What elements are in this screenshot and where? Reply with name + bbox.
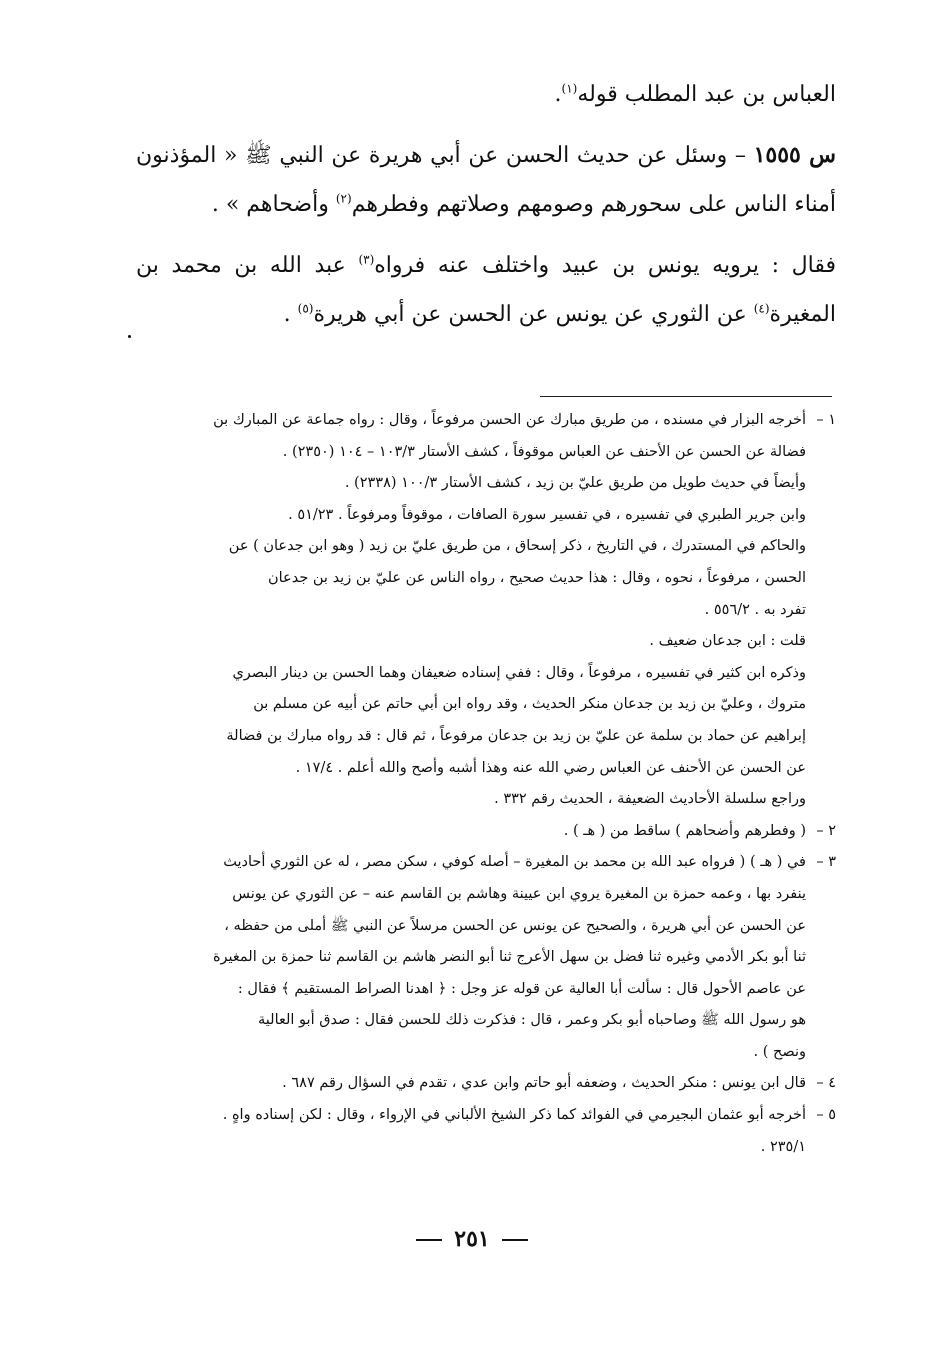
footnote-ref-3: (٣) — [358, 252, 375, 267]
main-text — [136, 70, 836, 339]
footnote-ref-1: (١) — [561, 81, 578, 96]
hadith-text-end: وأضحاهم » . — [211, 192, 329, 217]
footnote-number: ٥ – — [816, 1107, 836, 1124]
footnote-line: أخرجه أبو عثمان البجيرمي في الفوائد كما ذكر الشيخ الألباني في الإرواء ، وقال : لكن إسناده واهٍ . — [222, 1107, 806, 1124]
footnote-line: أخرجه البزار في مسنده ، من طريق مبارك عن الحسن مرفوعاً ، وقال : رواه جماعة عن المبارك بن — [213, 412, 806, 428]
page-number — [0, 1226, 944, 1252]
footnote-line: متروك ، وعليّ بن زيد بن جدعان منكر الحديث ، وقد رواه ابن أبي حاتم عن أبيه عن مسلم بن — [253, 696, 806, 713]
paragraph-question — [136, 131, 836, 229]
paragraph-intro — [136, 70, 836, 119]
answer-text-c: المغيرة — [769, 302, 836, 327]
footnote-line: وابن جرير الطبري في تفسيره ، في تفسير سورة الصافات ، موقوفاً ومرفوعاً . ٥١/٢٣ . — [288, 506, 806, 523]
footnote-5 — [136, 1100, 836, 1163]
footnote-line: ونصح ) . — [753, 1043, 806, 1060]
footnote-3 — [136, 847, 836, 1068]
footnote-number: ٢ – — [816, 822, 836, 839]
footnotes — [136, 405, 836, 1163]
footnote-number: ٣ – — [816, 854, 836, 871]
hadith-text-start: « المؤذنون أمناء الناس على سحورهم وصومهم وصلاتهم وفطرهم — [136, 143, 836, 217]
footnote-line: وأيضاً في حديث طويل من طريق عليّ بن زيد ، كشف الأستار ١٠٠/٣ (٢٣٣٨) . — [344, 475, 806, 492]
footnote-line: قال ابن يونس : منكر الحديث ، وضعفه أبو حاتم وابن عدي ، تقدم في السؤال رقم ٦٨٧ . — [282, 1075, 806, 1092]
footnote-ref-2: (٢) — [335, 191, 352, 206]
footnote-line: وذكره ابن كثير في تفسيره ، مرفوعاً ، وقال : ففي إسناده ضعيفان وهما الحسن بن دينار البصري — [232, 664, 806, 681]
answer-text-d: عن الثوري عن يونس عن الحسن عن أبي هريرة — [313, 302, 747, 327]
intro-text: العباس بن عبد المطلب قوله — [577, 82, 836, 107]
answer-text-b: عبد الله بن محمد بن — [136, 253, 346, 278]
footnote-line: عن الحسن عن الأحنف عن العباس رضي الله عنه وهذا أشبه وأصح والله أعلم . ١٧/٤ . — [295, 759, 806, 776]
footnote-line: والحاكم في المستدرك ، في التاريخ ، ذكر إسحاق ، من طريق عليّ بن زيد ( وهو ابن جدعان ) عن — [228, 538, 806, 555]
footnote-number: ١ – — [816, 412, 836, 428]
footnote-line: إبراهيم عن حماد بن سلمة عن عليّ بن زيد بن جدعان مرفوعاً ، ثم قال : قد رواه مبارك بن فضالة — [226, 727, 806, 744]
footnote-line: وراجع سلسلة الأحاديث الضعيفة ، الحديث رقم ٣٣٢ . — [494, 791, 806, 808]
footnote-4 — [136, 1068, 836, 1100]
intro-end: . — [554, 82, 562, 107]
footnote-ref-5: (٥) — [297, 301, 314, 316]
footnote-ref-4: (٤) — [753, 301, 770, 316]
footnote-number: ٤ – — [816, 1075, 836, 1092]
paragraph-answer — [136, 241, 836, 339]
footnote-2 — [136, 816, 836, 848]
footnote-line: ينفرد بها ، وعمه حمزة بن المغيرة يروي ابن عيينة وهاشم بن القاسم عنه – عن الثوري عن يونس — [232, 885, 806, 902]
footnote-line: في ( هـ ) ( فرواه عبد الله بن محمد بن المغيرة – أصله كوفي ، سكن مصر ، له عن الثوري أحاديث — [223, 854, 806, 871]
question-text: – وسئل عن حديث الحسن عن أبي هريرة عن النبي ﷺ — [245, 143, 746, 168]
footnote-line: ٢٣٥/١ . — [760, 1138, 806, 1155]
footnote-line: ( وفطرهم وأضحاهم ) ساقط من ( هـ ) . — [563, 822, 806, 839]
footnote-line: عن الحسن عن أبي هريرة ، والصحيح عن يونس عن الحسن مرسلاً عن النبي ﷺ أملى من حفظه ، — [224, 917, 806, 934]
answer-end: . — [283, 302, 291, 327]
question-number: س ١٥٥٥ — [753, 142, 837, 168]
footnote-line: عن عاصم الأحول قال : سألت أبا العالية عن قوله عز وجل : ﴿ اهدنا الصراط المستقيم ﴾ فقال : — [237, 980, 806, 997]
folio-dash-right — [502, 1239, 528, 1241]
page-number-text: ٢٥١ — [454, 1226, 490, 1252]
footnote-line: فضالة عن الحسن عن الأحنف عن العباس موقوفاً ، كشف الأستار ١٠٣/٣ – ١٠٤ (٢٣٥٠) . — [282, 443, 806, 460]
footnote-line: الحسن ، مرفوعاً ، نحوه ، وقال : هذا حديث صحيح ، رواه الناس عن عليّ بن زيد بن جدعان — [267, 569, 806, 586]
footnote-separator — [540, 396, 832, 397]
footnote-line: تفرد به . ٥٥٦/٢ . — [704, 601, 806, 618]
answer-text-a: فقال : يرويه يونس بن عبيد واختلف عنه فرواه — [374, 253, 836, 278]
footnote-line: قلت : ابن جدعان ضعيف . — [649, 633, 806, 650]
footnote-line: ثنا أبو بكر الأدمي وغيره ثنا فضل بن سهل الأعرج ثنا أبو النضر هاشم بن القاسم ثنا حمزة بن المغيرة — [212, 949, 806, 966]
footnote-1 — [136, 405, 836, 816]
folio-dash-left — [416, 1239, 442, 1241]
stray-mark — [128, 335, 131, 338]
footnote-line: هو رسول الله ﷺ وصاحباه أبو بكر وعمر ، قال : فذكرت ذلك للحسن فقال : صدق أبو العالية — [258, 1012, 806, 1029]
